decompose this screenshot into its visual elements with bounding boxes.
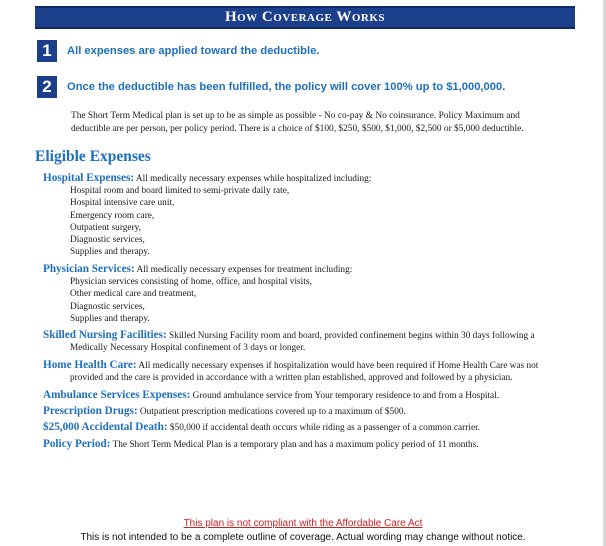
skilled-nursing-section bbox=[43, 329, 573, 354]
list-item: Supplies and therapy. bbox=[70, 247, 150, 258]
accidental-label: $25,000 Accidental Death: bbox=[43, 421, 168, 433]
prescription-label: Prescription Drugs: bbox=[43, 405, 138, 417]
list-item: Hospital room and board limited to semi-private daily rate, bbox=[70, 186, 290, 197]
step-1 bbox=[37, 40, 319, 62]
list-item: Outpatient surgery, bbox=[70, 222, 142, 233]
physician-label: Physician Services: bbox=[43, 263, 135, 275]
home-health-section bbox=[43, 359, 573, 384]
list-item: Hospital intensive care unit, bbox=[70, 198, 175, 209]
physician-desc: All medically necessary expenses for treatment including: bbox=[134, 265, 353, 275]
eligible-expenses-heading: Eligible Expenses bbox=[35, 148, 151, 165]
accidental-desc: $50,000 if accidental death occurs while riding as a passenger of a common carrier. bbox=[167, 423, 480, 433]
ambulance-desc: Ground ambulance service from Your temporary residence to and from a Hospital. bbox=[190, 391, 500, 401]
list-item: Supplies and therapy. bbox=[70, 313, 150, 324]
home-cont: provided and the care is provided in accordance with a written plan established, approved and followed by a physician. bbox=[70, 373, 513, 384]
step-number: 1 bbox=[37, 40, 57, 62]
home-label: Home Health Care: bbox=[43, 359, 137, 371]
step-2 bbox=[37, 76, 505, 98]
skilled-desc: Skilled Nursing Facility room and board, provided confinement begins within 30 days following a bbox=[166, 331, 535, 341]
hospital-desc: All medically necessary expenses while hospitalized including: bbox=[134, 174, 372, 184]
aca-notice-text: This plan is not compliant with the Affordable Care Act bbox=[183, 518, 423, 529]
intro-line: The Short Term Medical plan is set up to be as simple as possible - No co-pay & No coinsurance. Policy Maximum and bbox=[71, 111, 520, 121]
accidental-death-section bbox=[43, 421, 573, 434]
aca-notice bbox=[0, 518, 606, 529]
intro-line: deductible are per person, per policy period. There is a choice of $100, $250, $500, $1,000, $2,500 or $5,000 deductible. bbox=[71, 124, 524, 134]
step-text: All expenses are applied toward the deductible. bbox=[67, 45, 320, 57]
skilled-label: Skilled Nursing Facilities: bbox=[43, 329, 167, 341]
list-item: Other medical care and treatment, bbox=[70, 289, 197, 300]
ambulance-section bbox=[43, 389, 573, 402]
skilled-cont: Medically Necessary Hospital confinement of 3 days or longer. bbox=[70, 343, 306, 354]
prescription-desc: Outpatient prescription medications covered up to a maximum of $500. bbox=[137, 407, 406, 417]
prescription-section bbox=[43, 405, 573, 418]
section-banner: How Coverage Works bbox=[35, 6, 575, 29]
home-desc: All medically necessary expenses if hospitalization would have been required if Home Health Care was not bbox=[136, 361, 539, 371]
hospital-label: Hospital Expenses: bbox=[43, 172, 135, 184]
hospital-expenses-section bbox=[43, 172, 573, 258]
intro-paragraph bbox=[71, 110, 551, 136]
list-item: Diagnostic services, bbox=[70, 235, 145, 246]
list-item: Physician services consisting of home, office, and hospital visits, bbox=[70, 277, 312, 288]
list-item: Emergency room care, bbox=[70, 210, 155, 221]
policy-label: Policy Period: bbox=[43, 438, 111, 450]
step-number: 2 bbox=[37, 76, 57, 98]
disclaimer: This is not intended to be a complete outline of coverage. Actual wording may change without notice. bbox=[80, 532, 526, 543]
physician-services-section bbox=[43, 263, 573, 325]
policy-desc: The Short Term Medical Plan is a temporary plan and has a maximum policy period of 11 months. bbox=[110, 440, 479, 450]
list-item: Diagnostic services, bbox=[70, 301, 145, 312]
policy-period-section bbox=[43, 438, 573, 451]
ambulance-label: Ambulance Services Expenses: bbox=[43, 389, 191, 401]
step-text: Once the deductible has been fulfilled, the policy will cover 100% up to $1,000,000. bbox=[67, 81, 506, 93]
